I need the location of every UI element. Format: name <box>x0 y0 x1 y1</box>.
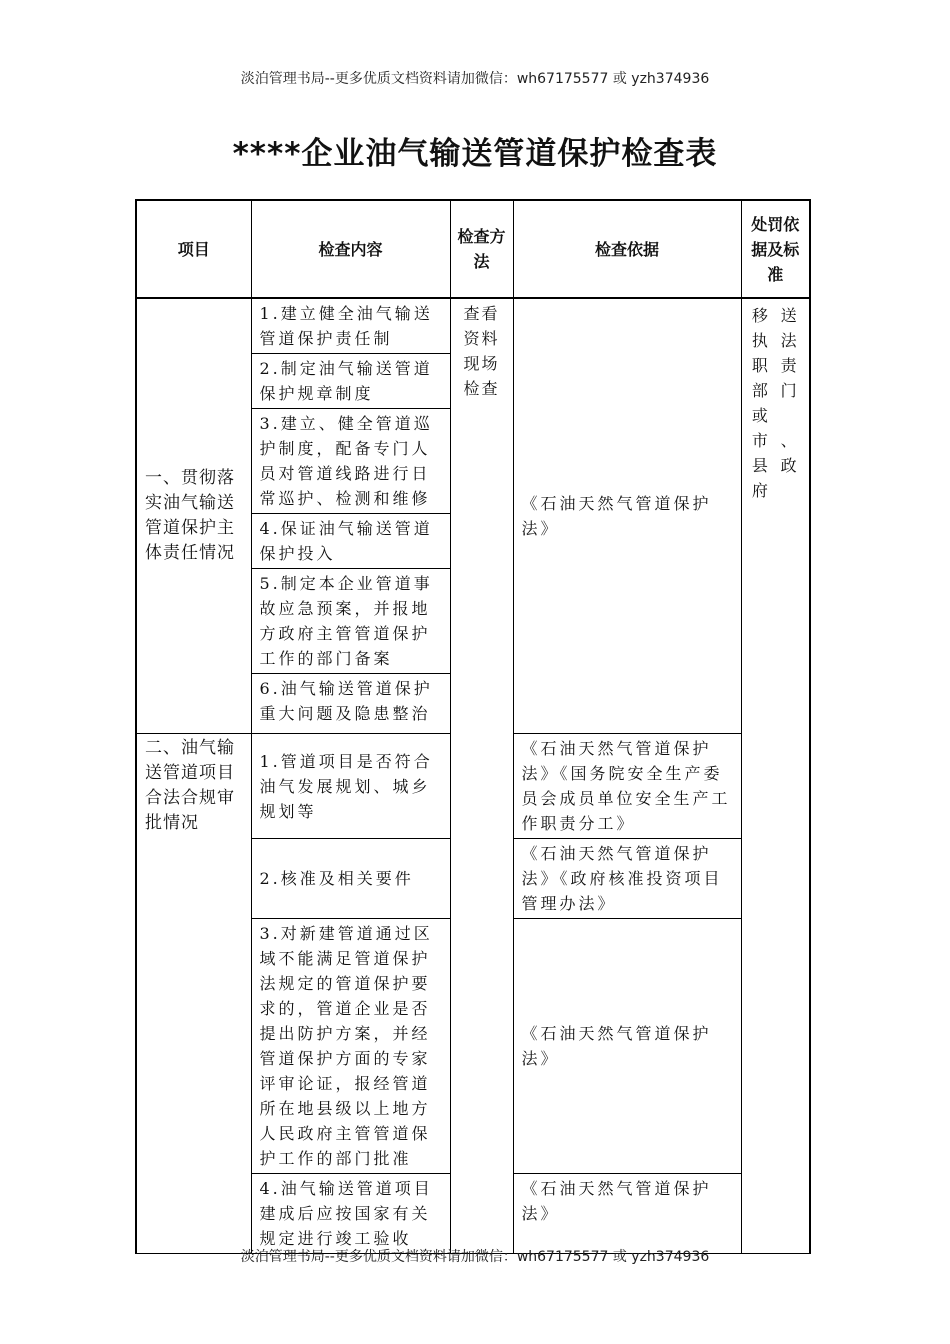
section-1-project: 一、贯彻落实油气输送管道保护主体责任情况 <box>136 298 251 734</box>
penalty-char: 政 <box>780 456 799 475</box>
penalty-text-grid <box>750 301 802 503</box>
penalty-char: 市 <box>751 431 770 450</box>
section-1-basis: 《石油天然气管道保护法》 <box>513 298 741 734</box>
header-penalty: 处罚依据及标准 <box>741 200 810 298</box>
section-2-basis-1: 《石油天然气管道保护法》《国务院安全生产委员会成员单位安全生产工作职责分工》 <box>513 734 741 839</box>
section-2-item-1: 1.管道项目是否符合油气发展规划、城乡规划等 <box>251 734 450 839</box>
section-1-item-4: 4.保证油气输送管道保护投入 <box>251 514 450 569</box>
penalty-char: 门 <box>780 381 799 400</box>
section-2-project: 二、油气输送管道项目合法合规审批情况 <box>136 734 251 1254</box>
section-1-item-3: 3.建立、健全管道巡护制度，配备专门人员对管道线路进行日常巡护、检测和维修 <box>251 409 450 514</box>
header-project: 项目 <box>136 200 251 298</box>
section-1-item-2: 2.制定油气输送管道保护规章制度 <box>251 354 450 409</box>
penalty-char: 执 <box>751 331 770 350</box>
penalty-char: 或 <box>751 406 770 425</box>
penalty-char: 责 <box>780 356 799 375</box>
section-2-basis-2: 《石油天然气管道保护法》《政府核准投资项目管理办法》 <box>513 839 741 919</box>
section-1-item-6: 6.油气输送管道保护重大问题及隐患整治 <box>251 674 450 734</box>
check-method: 查看资料现场检查 <box>450 298 513 1254</box>
penalty-standard <box>741 298 810 1254</box>
penalty-char <box>778 403 801 428</box>
penalty-char <box>778 478 801 503</box>
section-2-basis-4: 《石油天然气管道保护法》 <box>513 1174 741 1254</box>
header-method: 检查方法 <box>450 200 513 298</box>
table-header-row <box>136 200 810 298</box>
section-2-item-4: 4.油气输送管道项目建成后应按国家有关规定进行竣工验收 <box>251 1174 450 1254</box>
section-2-basis-3: 《石油天然气管道保护法》 <box>513 919 741 1174</box>
penalty-char: 、 <box>780 431 799 450</box>
penalty-char: 移 <box>751 306 770 325</box>
penalty-char: 职 <box>751 356 770 375</box>
penalty-char: 部 <box>751 381 770 400</box>
table-row <box>136 298 810 354</box>
section-1-item-5: 5.制定本企业管道事故应急预案，并报地方政府主管管道保护工作的部门备案 <box>251 569 450 674</box>
header-basis: 检查依据 <box>513 200 741 298</box>
penalty-char: 县 <box>751 456 770 475</box>
page-header: 淡泊管理书局--更多优质文档资料请加微信：wh67175577 或 yzh374936 <box>240 71 710 87</box>
section-1-item-1: 1.建立健全油气输送管道保护责任制 <box>251 298 450 354</box>
penalty-char: 法 <box>780 331 799 350</box>
section-2-item-2: 2.核准及相关要件 <box>251 839 450 919</box>
header-content: 检查内容 <box>251 200 450 298</box>
document-title: ****企业油气输送管道保护检查表 <box>232 136 718 172</box>
penalty-char: 送 <box>780 306 799 325</box>
section-2-item-3: 3.对新建管道通过区域不能满足管道保护法规定的管道保护要求的，管道企业是否提出防护方案，并经管道保护方面的专家评审论证，报经管道所在地县级以上地方人民政府主管管道保护工作的部门批准 <box>251 919 450 1174</box>
penalty-char: 府 <box>751 481 770 500</box>
inspection-table <box>135 199 811 1254</box>
page-footer: 淡泊管理书局--更多优质文档资料请加微信：wh67175577 或 yzh374936 <box>240 1249 710 1265</box>
